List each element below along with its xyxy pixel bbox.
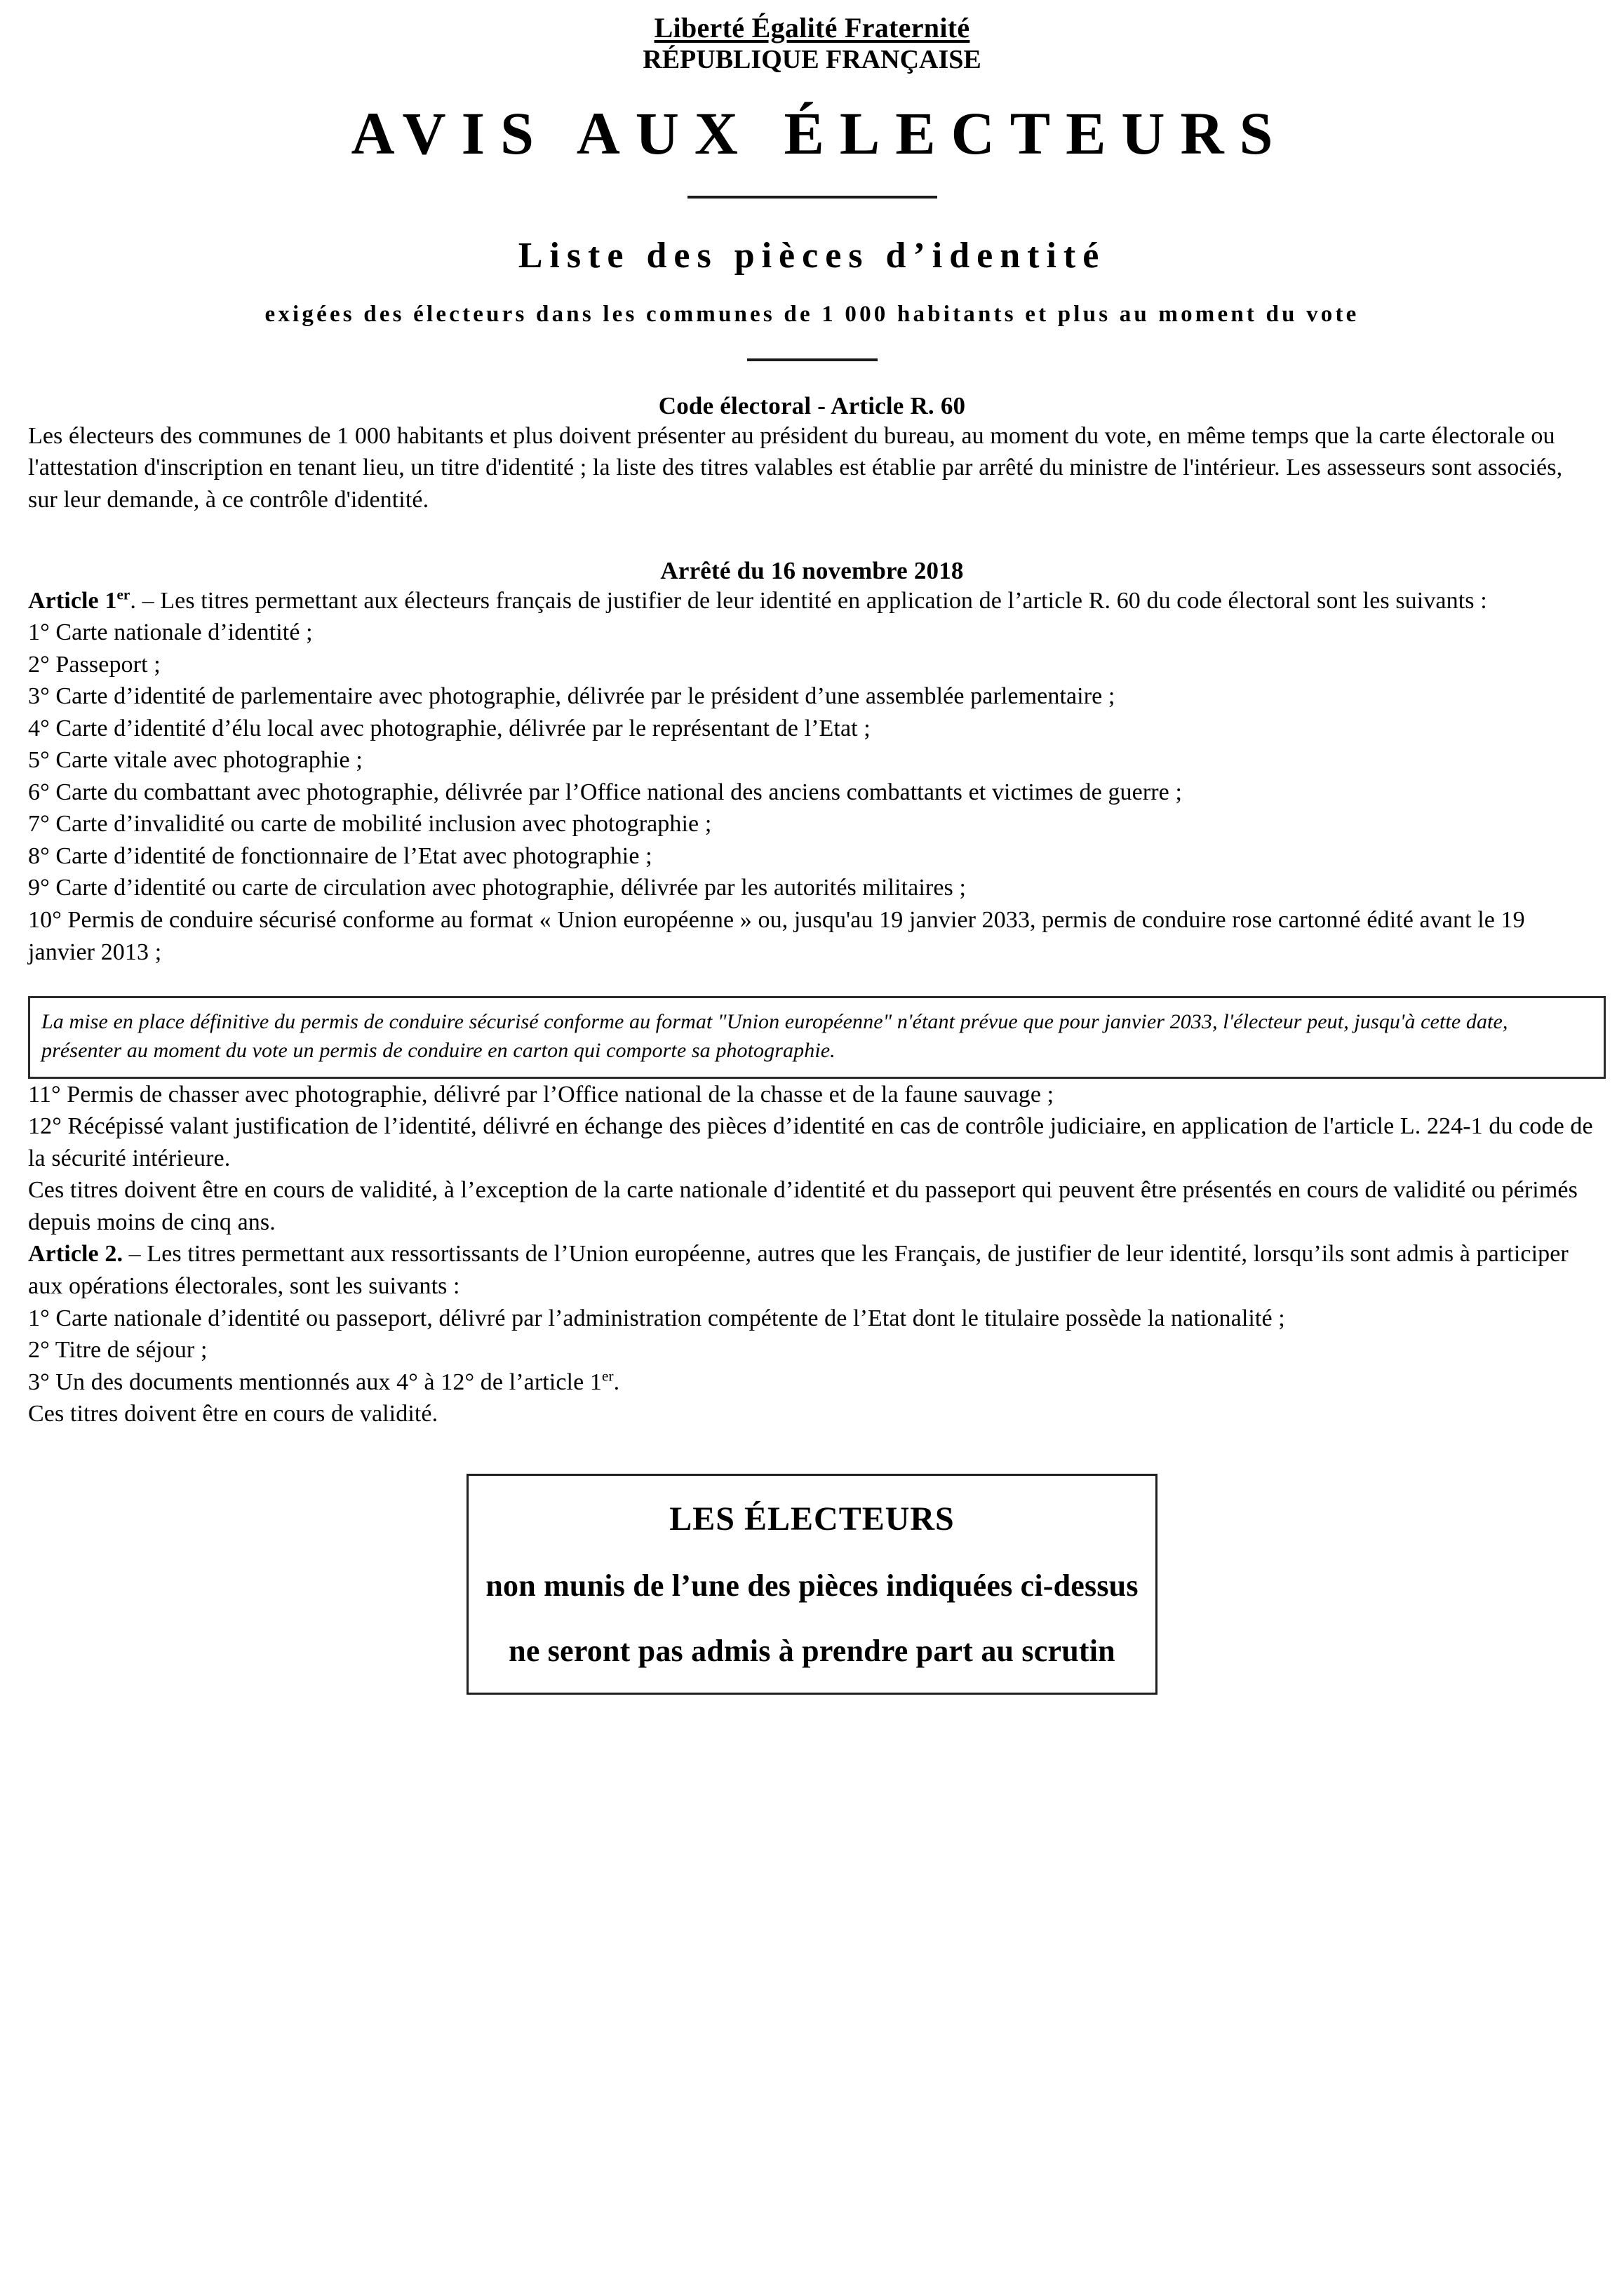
article-1-label-superscript: er bbox=[116, 586, 130, 603]
warning-box bbox=[467, 1474, 1157, 1695]
document-body-continued bbox=[0, 1079, 1624, 1430]
republic-motto bbox=[0, 0, 1624, 44]
article-1-label: Article 1 bbox=[28, 587, 117, 614]
driving-licence-note-box bbox=[28, 996, 1606, 1079]
article-1-item: 3° Carte d’identité de parlementaire avec photographie, délivrée par le président d’une assemblée parlementaire ; bbox=[28, 683, 1115, 710]
warning-line-2: non munis de l’une des pièces indiquées ci-dessus bbox=[485, 1568, 1139, 1603]
subtitle-divider bbox=[747, 358, 878, 361]
article-1-item: 12° Récépissé valant justification de l’identité, délivré en échange des pièces d’identité en cas de contrôle judiciaire, en application de l'article L. 224-1 du code de la sécurité intérieure. bbox=[28, 1113, 1593, 1171]
article-2-item: 1° Carte nationale d’identité ou passeport, délivré par l’administration compétente de l’Etat dont le titulaire possède la nationalité ; bbox=[28, 1305, 1285, 1331]
warning-line-1: LES ÉLECTEURS bbox=[669, 1500, 955, 1538]
article-1-item: 9° Carte d’identité ou carte de circulation avec photographie, délivrée par les autorités militaires ; bbox=[28, 875, 966, 901]
article-1-item: 4° Carte d’identité d’élu local avec photographie, délivrée par le représentant de l’Etat ; bbox=[28, 715, 871, 741]
article-1-lead bbox=[28, 585, 1596, 617]
code-electoral-heading: Code électoral - Article R. 60 bbox=[658, 391, 966, 419]
article-1-lead-text: . – Les titres permettant aux électeurs français de justifier de leur identité en application de l’article R. 60 du code électoral sont les suivants : bbox=[130, 587, 1487, 614]
article-1-item: 5° Carte vitale avec photographie ; bbox=[28, 747, 363, 774]
article-2-lead bbox=[28, 1238, 1596, 1302]
warning-box-wrapper bbox=[0, 1474, 1624, 1695]
warning-line-3: ne seront pas admis à prendre part au scrutin bbox=[509, 1633, 1115, 1668]
document-subtitle-detail: exigées des électeurs dans les communes de 1 000 habitants et plus au moment du vote bbox=[264, 301, 1360, 327]
title-divider bbox=[687, 196, 937, 199]
arrete-heading: Arrêté du 16 novembre 2018 bbox=[660, 556, 964, 584]
article-2-item-3-superscript: er bbox=[602, 1367, 614, 1385]
page-title: AVIS AUX ÉLECTEURS bbox=[351, 99, 1289, 167]
article-1-item: 1° Carte nationale d’identité ; bbox=[28, 619, 313, 646]
article-1-item: 11° Permis de chasser avec photographie, délivré par l’Office national de la chasse et de la faune sauvage ; bbox=[28, 1081, 1054, 1108]
article-2-label: Article 2. bbox=[28, 1241, 123, 1268]
article-2-lead-text: – Les titres permettant aux ressortissants de l’Union européenne, autres que les Français, de justifier de leur identité, lorsqu’ils sont admis à participer aux opérations électorales, sont les suivants : bbox=[28, 1241, 1569, 1299]
driving-licence-note-text: La mise en place définitive du permis de conduire sécurisé conforme au format "Union européenne" n'étant prévue que pour janvier 2033, l'électeur peut, jusqu'à cette date, présenter au moment du vote un permis de conduire en carton qui comporte sa photographie. bbox=[41, 1010, 1508, 1062]
article-1-item: 2° Passeport ; bbox=[28, 651, 161, 678]
article-2-item-3-prefix: 3° Un des documents mentionnés aux 4° à 12° de l’article 1 bbox=[28, 1369, 602, 1395]
republic-motto-text: Liberté Égalité Fraternité bbox=[654, 12, 970, 43]
republic-name: RÉPUBLIQUE FRANÇAISE bbox=[643, 44, 981, 74]
article-2-closing: Ces titres doivent être en cours de validité. bbox=[28, 1401, 438, 1427]
article-1-item: 8° Carte d’identité de fonctionnaire de l’Etat avec photographie ; bbox=[28, 842, 652, 869]
intro-paragraph: Les électeurs des communes de 1 000 habitants et plus doivent présenter au président du bureau, au moment du vote, en même temps que la carte électorale ou l'attestation d'inscription en tenant lieu, un titre d'identité ; la liste des titres valables est établie par arrêté du ministre de l'intérieur. Les assesseurs sont associés, sur leur demande, à ce contrôle d'identité. bbox=[28, 422, 1563, 513]
article-1-item: 7° Carte d’invalidité ou carte de mobilité inclusion avec photographie ; bbox=[28, 811, 712, 838]
article-1-closing: Ces titres doivent être en cours de validité, à l’exception de la carte nationale d’identité et du passeport qui peuvent être présentés en cours de validité ou périmés depuis moins de cinq ans. bbox=[28, 1177, 1578, 1235]
article-2-item: 2° Titre de séjour ; bbox=[28, 1337, 208, 1364]
article-1-item: 6° Carte du combattant avec photographie, délivrée par l’Office national des anciens combattants et victimes de guerre ; bbox=[28, 779, 1183, 805]
document-subtitle: Liste des pièces d’identité bbox=[518, 235, 1106, 276]
article-2-item-3-suffix: . bbox=[613, 1369, 620, 1395]
article-1-item: 10° Permis de conduire sécurisé conforme au format « Union européenne » ou, jusqu'au 19 janvier 2033, permis de conduire rose cartonné édité avant le 19 janvier 2013 ; bbox=[28, 907, 1525, 965]
article-2-item bbox=[28, 1366, 1596, 1399]
document-body bbox=[0, 420, 1624, 968]
